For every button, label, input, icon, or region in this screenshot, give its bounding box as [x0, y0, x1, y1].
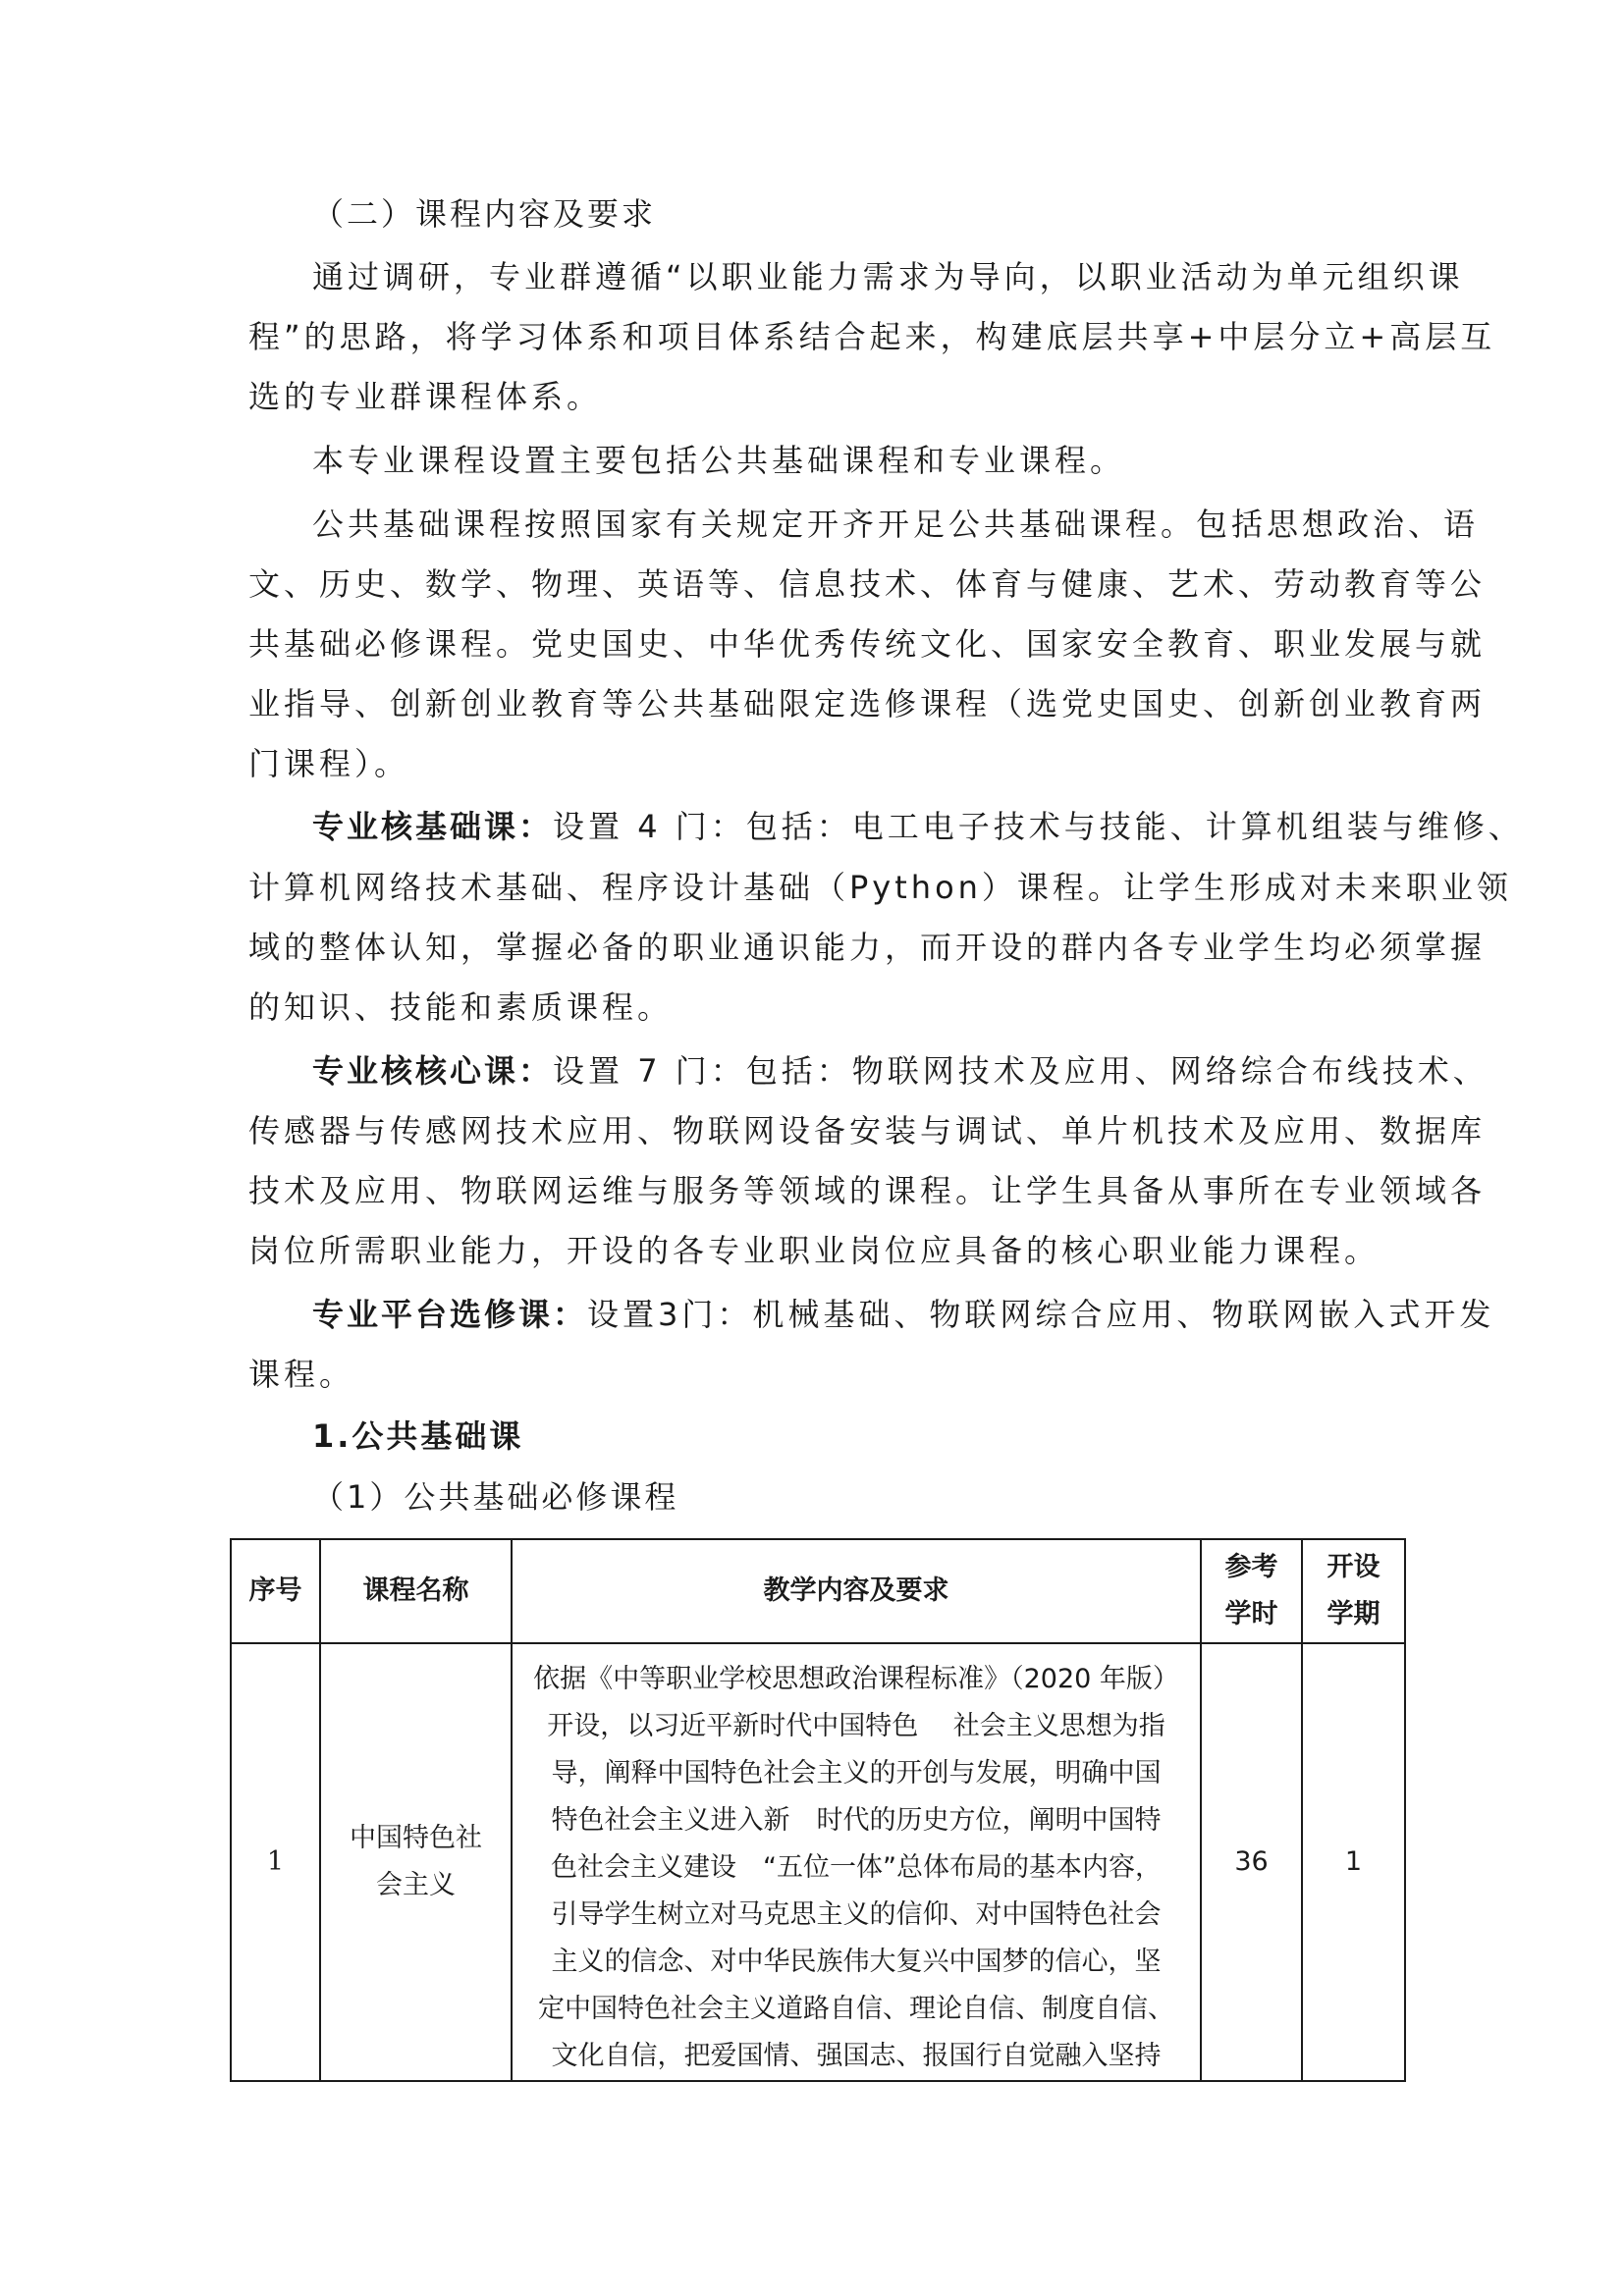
paragraph-line: 程”的思路，将学习体系和项目体系结合起来，构建底层共享+中层分立+高层互: [248, 318, 1496, 355]
header-name: 课程名称: [320, 1539, 512, 1643]
paragraph-text: 设置 7 门：包括：物联网技术及应用、网络综合布线技术、: [553, 1052, 1489, 1090]
header-hours: 参考 学时: [1201, 1539, 1302, 1643]
paragraph-line: 课程。: [248, 1356, 355, 1393]
paragraph-line: 本专业课程设置主要包括公共基础课程和专业课程。: [312, 442, 1126, 479]
heading-public-basic: 1.公共基础课: [312, 1417, 524, 1455]
paragraph-line: [312, 1295, 1495, 1334]
cell-content: 依据《中等职业学校思想政治课程标准》（2020 年版） 开设，以习近平新时代中国特色 社会主义思想为指 导，阐释中国特色社会主义的开创与发展，明确中国 特色社会主义进入新 时代的历史方位，阐明中国特 色社会主义建设 “五位一体”总体布局的基本内容， 引导学生树立对马克思主义的信仰、对中国特色社会 主义的信念、对中华民族伟大复兴中国梦的信心，坚 定中国特色社会主义道路自信、理论自信、制度自信、 文化自信，把爱国情、强国志、报国行自觉融入坚持: [512, 1643, 1201, 2081]
paragraph-line: 门课程）。: [248, 745, 410, 782]
paragraph-line: 选的专业群课程体系。: [248, 378, 603, 415]
cell-hours: 36: [1201, 1643, 1302, 2081]
paragraph-label: 专业核核心课：: [312, 1052, 554, 1090]
paragraph-line: 共基础必修课程。党史国史、中华优秀传统文化、国家安全教育、职业发展与就: [248, 625, 1487, 663]
paragraph-line: 域的整体认知，掌握必备的职业通识能力，而开设的群内各专业学生均必须掌握: [248, 929, 1487, 966]
section-title: （二）课程内容及要求: [312, 195, 657, 233]
paragraph-line: [312, 807, 1524, 846]
cell-name: 中国特色社 会主义: [320, 1643, 512, 2081]
heading-required-courses: （1）公共基础必修课程: [312, 1478, 679, 1516]
paragraph-text: 设置3门：机械基础、物联网综合应用、物联网嵌入式开发: [587, 1296, 1495, 1333]
paragraph-line: [312, 1051, 1489, 1091]
paragraph-line: 业指导、创新创业教育等公共基础限定选修课程（选党史国史、创新创业教育两: [248, 685, 1487, 722]
header-content: 教学内容及要求: [512, 1539, 1201, 1643]
paragraph-label: 专业核基础课：: [312, 808, 554, 845]
paragraph-line: 的知识、技能和素质课程。: [248, 988, 674, 1026]
paragraph-line: 传感器与传感网技术应用、物联网设备安装与调试、单片机技术及应用、数据库: [248, 1112, 1487, 1149]
paragraph-text: 设置 4 门：包括：电工电子技术与技能、计算机组装与维修、: [553, 808, 1524, 845]
table-header-row: [231, 1539, 1405, 1643]
paragraph-line: 通过调研，专业群遵循“以职业能力需求为导向，以职业活动为单元组织课: [312, 258, 1464, 295]
paragraph-line: 文、历史、数学、物理、英语等、信息技术、体育与健康、艺术、劳动教育等公: [248, 565, 1487, 603]
paragraph-line: 岗位所需职业能力，开设的各专业职业岗位应具备的核心职业能力课程。: [248, 1232, 1380, 1269]
header-no: 序号: [231, 1539, 320, 1643]
paragraph-line: 技术及应用、物联网运维与服务等领域的课程。让学生具备从事所在专业领域各: [248, 1172, 1487, 1209]
paragraph-line: 计算机网络技术基础、程序设计基础（Python）课程。让学生形成对未来职业领: [248, 869, 1512, 906]
paragraph-label: 专业平台选修课：: [312, 1296, 588, 1333]
cell-no: 1: [231, 1643, 320, 2081]
course-table: [230, 1538, 1406, 2082]
cell-term: 1: [1302, 1643, 1405, 2081]
header-term: 开设 学期: [1302, 1539, 1405, 1643]
paragraph-line: 公共基础课程按照国家有关规定开齐开足公共基础课程。包括思想政治、语: [312, 506, 1480, 543]
table-row: [231, 1643, 1405, 2081]
